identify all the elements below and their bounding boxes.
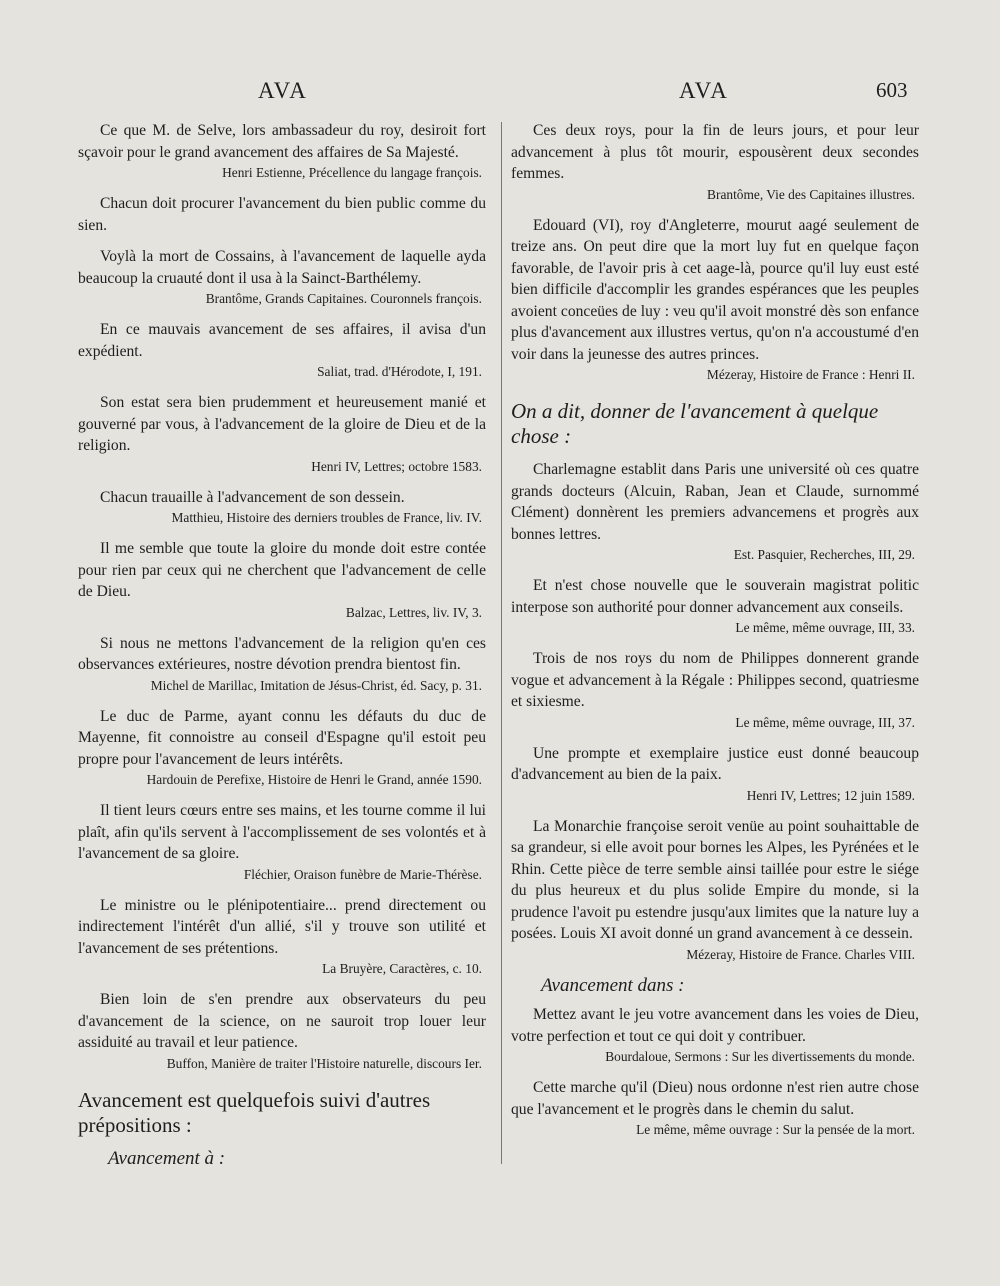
citation-text: Ces deux roys, pour la fin de leurs jours, et pour leur advancement à plus tôt mourir, espousèrent deux secondes femmes. bbox=[511, 122, 919, 182]
citation-text: Si nous ne mettons l'advancement de la religion qu'en ces observances extérieures, nostre dévotion prendra bientost fin. bbox=[78, 634, 486, 673]
left-column bbox=[78, 120, 486, 1177]
citation-block bbox=[511, 743, 919, 806]
citation-text: Le ministre ou le plénipotentiaire... prend directement ou indirectement l'intérêt d'un allié, s'il y trouve son utilité et l'avancement de ses prétentions. bbox=[78, 896, 486, 957]
citation-source: Mézeray, Histoire de France. Charles VIII. bbox=[686, 946, 915, 962]
left-subsection-title: Avancement à : bbox=[108, 1147, 226, 1169]
citation-text: Ce que M. de Selve, lors ambassadeur du roy, desiroit fort sçavoir pour le grand avancement des affaires de Sa Majesté. bbox=[78, 122, 486, 161]
column-divider bbox=[501, 122, 502, 1164]
citation-source: Fléchier, Oraison funèbre de Marie-Thérèse. bbox=[243, 866, 482, 882]
citation-text: Bien loin de s'en prendre aux observateurs du peu d'avancement de la science, on ne sauroit trop louer leur assiduité au travail et leur patience. bbox=[78, 991, 486, 1051]
citation-text: Chacun trauaille à l'advancement de son dessein. bbox=[100, 488, 405, 506]
citation-source: Matthieu, Histoire des derniers troubles de France, liv. IV. bbox=[171, 510, 482, 525]
citation-block bbox=[78, 487, 486, 529]
citation-text: Edouard (VI), roy d'Angleterre, mourut aagé seulement de treize ans. On peut dire que la mort luy fut en quelque façon favorable, de l'avoir pris à cet aage-là, pource qu'il luy eust esté bien difficile d'accomplir les grandes espérances que les peuples avoient conceües de luy : veu qu'il avoit monstré dès son enfance plus d'avancement aux illustres vertus, qu'on n'a accoustumé d'en voir dans la jeunesse des autres princes. bbox=[511, 216, 919, 363]
citation-text: La Monarchie françoise seroit venüe au point souhaittable de sa grandeur, si elle avoit pour bornes les Alpes, les Pyrénées et le Rhin. Cette pièce de terre semble ainsi taillée pour estre le siége du plus heureux et du plus solide Empire du monde, si la prudence l'avoit pu estendre jusqu'aux limites que la nature luy a posées. Louis XI avoit donné un grand avancement à ce dessein. bbox=[511, 817, 919, 942]
citation-source: Mézeray, Histoire de France : Henri II. bbox=[706, 367, 915, 382]
right-quotes-top bbox=[511, 120, 919, 385]
right-column bbox=[511, 120, 919, 1150]
citation-text: En ce mauvais avancement de ses affaires, il avisa d'un expédient. bbox=[78, 321, 486, 360]
citation-source: Balzac, Lettres, liv. IV, 3. bbox=[345, 604, 482, 620]
citation-block bbox=[511, 816, 919, 965]
citation-block bbox=[511, 1004, 919, 1067]
citation-source: Le même, même ouvrage, III, 33. bbox=[735, 620, 915, 635]
citation-text: Son estat sera bien prudemment et heureusement manié et gouverné par vous, à l'advancement de la gloire de Dieu et de la religion. bbox=[78, 394, 486, 454]
citation-source: Brantôme, Grands Capitaines. Couronnels françois. bbox=[205, 291, 482, 306]
citation-block bbox=[511, 215, 919, 386]
citation-source: Henri Estienne, Précellence du langage françois. bbox=[222, 165, 482, 180]
citation-block bbox=[78, 193, 486, 236]
citation-text: Le duc de Parme, ayant connu les défauts du duc de Mayenne, fit connoistre au conseil d'Espagne qu'il estoit peu propre pour l'avancement de leurs intérêts. bbox=[78, 707, 486, 768]
citation-source: Henri IV, Lettres; octobre 1583. bbox=[311, 458, 482, 474]
citation-text: Voylà la mort de Cossains, à l'avancement de laquelle ayda beaucoup la cruauté dont il usa à la Sainct-Barthélemy. bbox=[78, 248, 486, 287]
left-quotes bbox=[78, 120, 486, 1074]
citation-block bbox=[78, 895, 486, 980]
left-running-head: AVA bbox=[258, 78, 308, 103]
citation-text: Trois de nos roys du nom de Philippes donnerent grande vogue et advancement à la Régale : Philippes second, quatriesme et sixiesme. bbox=[511, 650, 919, 710]
citation-text: Il me semble que toute la gloire du monde doit estre contée pour rien par ceux qui ne cherchent que l'advancement de celle de Dieu. bbox=[78, 540, 486, 600]
right-section-title: On a dit, donner de l'avancement à quelque chose : bbox=[511, 399, 879, 448]
citation-block bbox=[511, 575, 919, 638]
citation-text: Et n'est chose nouvelle que le souverain magistrat politic interpose son authorité pour donner advancement aux conseils. bbox=[511, 577, 919, 616]
citation-block bbox=[78, 392, 486, 477]
citation-text: Il tient leurs cœurs entre ses mains, et les tourne comme il lui plaît, afin qu'ils servent à l'accomplissement de ses volontés et à l'avancement de sa gloire. bbox=[78, 802, 486, 862]
citation-text: Une prompte et exemplaire justice eust donné beaucoup d'advancement au bien de la paix. bbox=[511, 744, 919, 783]
citation-text: Charlemagne establit dans Paris une université où ces quatre grands docteurs (Alcuin, Raban, Jean et Claude, surnommé Clément) donnèrent les premiers advancemens et progrès aux bonnes lettres. bbox=[511, 461, 919, 543]
citation-block bbox=[511, 120, 919, 205]
right-running-head: AVA bbox=[679, 78, 729, 103]
running-header bbox=[0, 78, 1000, 112]
left-section-title: Avancement est quelquefois suivi d'autres prépositions : bbox=[78, 1087, 431, 1137]
citation-source: Est. Pasquier, Recherches, III, 29. bbox=[733, 547, 915, 562]
citation-block bbox=[78, 706, 486, 791]
citation-source: Brantôme, Vie des Capitaines illustres. bbox=[707, 186, 915, 202]
citation-block bbox=[78, 120, 486, 183]
citation-block bbox=[511, 459, 919, 565]
right-subsection-title: Avancement dans : bbox=[541, 974, 685, 996]
citation-block bbox=[78, 989, 486, 1074]
citation-block bbox=[511, 1077, 919, 1140]
citation-block bbox=[78, 800, 486, 885]
citation-block bbox=[78, 538, 486, 623]
citation-source: Bourdaloue, Sermons : Sur les divertissements du monde. bbox=[605, 1049, 915, 1064]
citation-text: Mettez avant le jeu votre avancement dans les voies de Dieu, votre perfection et tout ce qui doit y contribuer. bbox=[511, 1006, 919, 1045]
citation-source: Saliat, trad. d'Hérodote, I, 191. bbox=[317, 364, 482, 379]
right-quotes-bottom bbox=[511, 1004, 919, 1140]
citation-source: Buffon, Manière de traiter l'Histoire naturelle, discours Ier. bbox=[166, 1055, 482, 1071]
citation-source: Hardouin de Perefixe, Histoire de Henri le Grand, année 1590. bbox=[146, 772, 482, 787]
citation-text: Chacun doit procurer l'avancement du bien public comme du sien. bbox=[78, 195, 486, 234]
citation-text: Cette marche qu'il (Dieu) nous ordonne n'est rien autre chose que l'avancement et le progrès dans le chemin du salut. bbox=[511, 1079, 919, 1118]
citation-block bbox=[78, 319, 486, 382]
citation-block bbox=[78, 246, 486, 309]
citation-source: Michel de Marillac, Imitation de Jésus-Christ, éd. Sacy, p. 31. bbox=[150, 677, 482, 693]
citation-source: Henri IV, Lettres; 12 juin 1589. bbox=[746, 787, 915, 803]
citation-block bbox=[78, 633, 486, 696]
right-quotes-middle bbox=[511, 459, 919, 965]
citation-source: La Bruyère, Caractères, c. 10. bbox=[322, 961, 482, 976]
citation-source: Le même, même ouvrage, III, 37. bbox=[735, 714, 915, 730]
page-number: 603 bbox=[876, 78, 908, 102]
citation-source: Le même, même ouvrage : Sur la pensée de la mort. bbox=[636, 1122, 915, 1137]
citation-block bbox=[511, 648, 919, 733]
